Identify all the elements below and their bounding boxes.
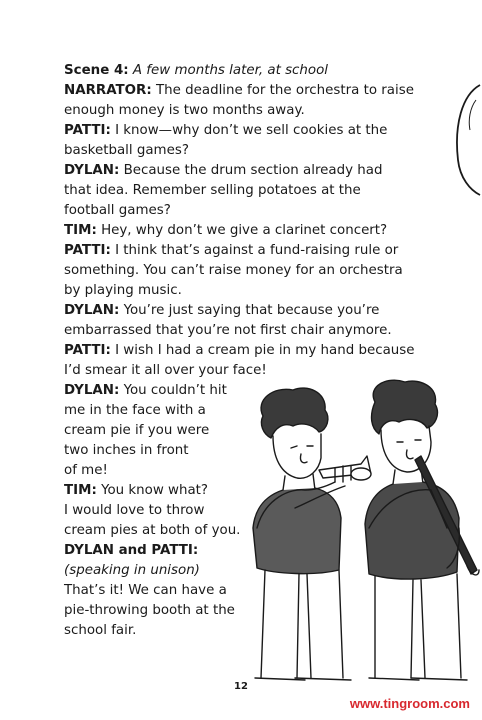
- watermark: www.tingroom.com: [349, 696, 470, 711]
- dialogue-line: [64, 81, 414, 101]
- dialogue-line: [64, 541, 244, 561]
- speaker-name: PATTI:: [64, 243, 111, 258]
- speaker-name: PATTI:: [64, 343, 111, 358]
- dialogue-line: two inches in front: [64, 443, 189, 458]
- dialogue-line: by playing music.: [64, 283, 182, 298]
- dialogue-line: something. You can’t raise money for an orchestra: [64, 263, 403, 278]
- dialogue-text: Because the drum section already had: [123, 163, 383, 178]
- speaker-name: PATTI:: [64, 123, 111, 138]
- speaker-name: DYLAN and PATTI:: [64, 543, 199, 558]
- dialogue-line: [64, 161, 409, 181]
- dialogue-line: football games?: [64, 203, 171, 218]
- dialogue-line: [64, 481, 244, 501]
- dialogue-line: I would love to throw: [64, 503, 205, 518]
- dialogue-line: enough money is two months away.: [64, 103, 305, 118]
- dialogue-text: You’re just saying that because you’re: [123, 303, 380, 318]
- scene-setting: A few months later, at school: [132, 63, 329, 78]
- dialogue-text: You know what?: [101, 483, 209, 498]
- dialogue-text: You couldn’t hit: [123, 383, 227, 398]
- dialogue-line: of me!: [64, 463, 108, 478]
- dialogue-text: I know—why don’t we sell cookies at the: [115, 123, 388, 138]
- dialogue-text: Hey, why don’t we give a clarinet concert?: [101, 223, 388, 238]
- dialogue-text: I think that’s against a fund-raising rule or: [115, 243, 399, 258]
- speaker-name: DYLAN:: [64, 303, 120, 318]
- scene-label: Scene 4:: [64, 63, 129, 78]
- dialogue-line: embarrassed that you’re not first chair anymore.: [64, 323, 392, 338]
- page-number: 12: [234, 681, 248, 692]
- speaker-name: TIM:: [64, 483, 97, 498]
- dialogue-line: me in the face with a: [64, 403, 206, 418]
- dialogue-line: that idea. Remember selling potatoes at the: [64, 183, 361, 198]
- speaker-name: NARRATOR:: [64, 83, 152, 98]
- dialogue-line: school fair.: [64, 623, 137, 638]
- dialogue-line: I’d smear it all over your face!: [64, 363, 267, 378]
- dialogue-line: cream pie if you were: [64, 423, 210, 438]
- dialogue-line: cream pies at both of you.: [64, 523, 241, 538]
- dialogue-text: The deadline for the orchestra to raise: [155, 83, 414, 98]
- dialogue-line: pie-throwing booth at the: [64, 603, 235, 618]
- dialogue-text: I wish I had a cream pie in my hand because: [115, 343, 415, 358]
- dialogue-line: [64, 121, 409, 141]
- dialogue-line: [64, 221, 409, 241]
- scene-heading: [64, 61, 409, 81]
- dialogue-line: basketball games?: [64, 143, 189, 158]
- speaker-name: TIM:: [64, 223, 97, 238]
- speaker-name: DYLAN:: [64, 383, 120, 398]
- dialogue-line: [64, 241, 409, 261]
- margin-sketch: [452, 80, 482, 200]
- dialogue-line: [64, 381, 244, 401]
- dialogue-line: [64, 341, 415, 361]
- speaker-name: DYLAN:: [64, 163, 120, 178]
- musicians-illustration: [235, 378, 480, 688]
- dialogue-line: That’s it! We can have a: [64, 583, 227, 598]
- dialogue-line: [64, 301, 409, 321]
- stage-direction: (speaking in unison): [64, 563, 200, 578]
